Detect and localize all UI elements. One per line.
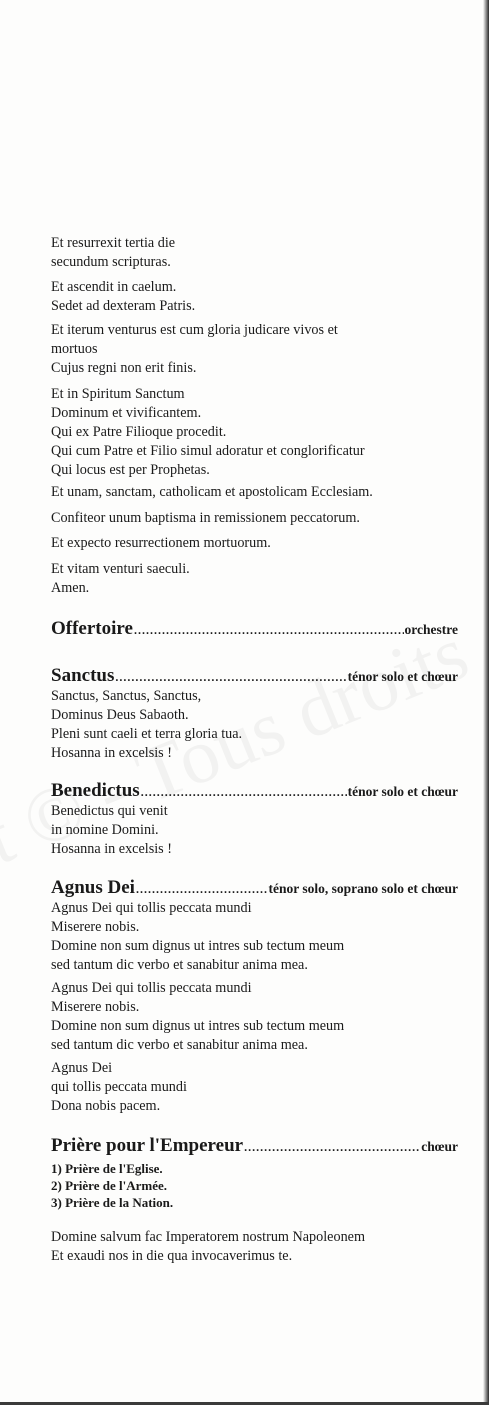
- sanctus-heading: [51, 665, 458, 687]
- credo-stanza-5: [51, 483, 373, 502]
- text-line: Et resurrexit tertia die: [51, 235, 176, 251]
- section-performers: orchestre: [404, 622, 458, 637]
- text-line: Et exaudi nos in die qua invocaverimus te.: [51, 1248, 293, 1264]
- text-line: Amen.: [51, 580, 90, 596]
- credo-stanza-4: [51, 385, 365, 480]
- dot-leader: [136, 882, 268, 897]
- section-title: Offertoire: [51, 618, 133, 639]
- text-line: secundum scripturas.: [51, 254, 171, 270]
- text-line: Miserere nobis.: [51, 919, 140, 935]
- credo-stanza-1: [51, 234, 175, 272]
- text-line: Confiteor unum baptisma in remissionem peccatorum.: [51, 510, 360, 526]
- text-line: Agnus Dei qui tollis peccata mundi: [51, 900, 252, 916]
- text-line: Domine salvum fac Imperatorem nostrum Napoleonem: [51, 1229, 366, 1245]
- text-line: Et in Spiritum Sanctum: [51, 386, 185, 402]
- list-item: 1) Prière de l'Eglise.: [51, 1161, 163, 1176]
- credo-stanza-2: [51, 278, 195, 316]
- benedictus-heading: [51, 780, 458, 802]
- text-line: Et ascendit in caelum.: [51, 279, 177, 295]
- text-line: Hosanna in excelsis !: [51, 745, 172, 761]
- section-title: Benedictus: [51, 780, 140, 801]
- dot-leader: [115, 670, 346, 685]
- sanctus-text: [51, 687, 242, 763]
- text-line: Qui cum Patre et Filio simul adoratur et conglorificatur: [51, 443, 365, 459]
- text-line: Et expecto resurrectionem mortuorum.: [51, 535, 271, 551]
- text-line: Miserere nobis.: [51, 999, 140, 1015]
- section-title: Sanctus: [51, 665, 115, 686]
- dot-leader: [244, 1140, 420, 1155]
- agnus-stanza-2: [51, 979, 344, 1055]
- text-line: Dominum et vivificantem.: [51, 405, 202, 421]
- text-line: Et unam, sanctam, catholicam et apostolicam Ecclesiam.: [51, 484, 373, 500]
- list-item: 2) Prière de l'Armée.: [51, 1178, 167, 1193]
- benedictus-text: [51, 802, 172, 859]
- text-line: Domine non sum dignus ut intres sub tectum meum: [51, 938, 345, 954]
- section-performers: ténor solo et chœur: [347, 669, 458, 684]
- section-performers: ténor solo et chœur: [347, 784, 458, 799]
- offertoire-heading: [51, 618, 458, 640]
- section-title: Agnus Dei: [51, 877, 135, 898]
- text-line: Pleni sunt caeli et terra gloria tua.: [51, 726, 243, 742]
- text-line: Et vitam venturi saeculi.: [51, 561, 190, 577]
- text-line: Sedet ad dexteram Patris.: [51, 298, 196, 314]
- text-line: Dona nobis pacem.: [51, 1098, 161, 1114]
- dot-leader: [141, 785, 347, 800]
- text-line: Sanctus, Sanctus, Sanctus,: [51, 688, 202, 704]
- text-line: Qui ex Patre Filioque procedit.: [51, 424, 227, 440]
- priere-closing: [51, 1228, 365, 1266]
- text-line: Benedictus qui venit: [51, 803, 168, 819]
- text-line: Agnus Dei: [51, 1060, 113, 1076]
- text-line: mortuos: [51, 341, 98, 357]
- agnus-heading: [51, 877, 458, 899]
- credo-stanza-3: [51, 321, 338, 378]
- section-performers: chœur: [421, 1139, 458, 1154]
- text-line: Dominus Deus Sabaoth.: [51, 707, 189, 723]
- page-edge-right: [483, 0, 489, 1405]
- credo-stanza-8: [51, 560, 190, 598]
- agnus-stanza-1: [51, 899, 344, 975]
- text-line: in nomine Domini.: [51, 822, 159, 838]
- text-line: Domine non sum dignus ut intres sub tectum meum: [51, 1018, 345, 1034]
- text-line: sed tantum dic verbo et sanabitur anima mea.: [51, 957, 308, 973]
- text-line: Agnus Dei qui tollis peccata mundi: [51, 980, 252, 996]
- credo-stanza-7: [51, 534, 271, 553]
- credo-stanza-6: [51, 509, 360, 528]
- priere-list: [51, 1160, 173, 1211]
- text-line: qui tollis peccata mundi: [51, 1079, 187, 1095]
- dot-leader: [134, 623, 404, 638]
- priere-heading: [51, 1135, 458, 1157]
- text-line: Et iterum venturus est cum gloria judicare vivos et: [51, 322, 338, 338]
- text-line: Hosanna in excelsis !: [51, 841, 172, 857]
- text-line: sed tantum dic verbo et sanabitur anima mea.: [51, 1037, 308, 1053]
- text-line: Cujus regni non erit finis.: [51, 360, 197, 376]
- section-title: Prière pour l'Empereur: [51, 1135, 244, 1156]
- text-line: Qui locus est per Prophetas.: [51, 462, 210, 478]
- section-performers: ténor solo, soprano solo et chœur: [268, 881, 458, 896]
- agnus-stanza-3: [51, 1059, 187, 1116]
- list-item: 3) Prière de la Nation.: [51, 1195, 174, 1210]
